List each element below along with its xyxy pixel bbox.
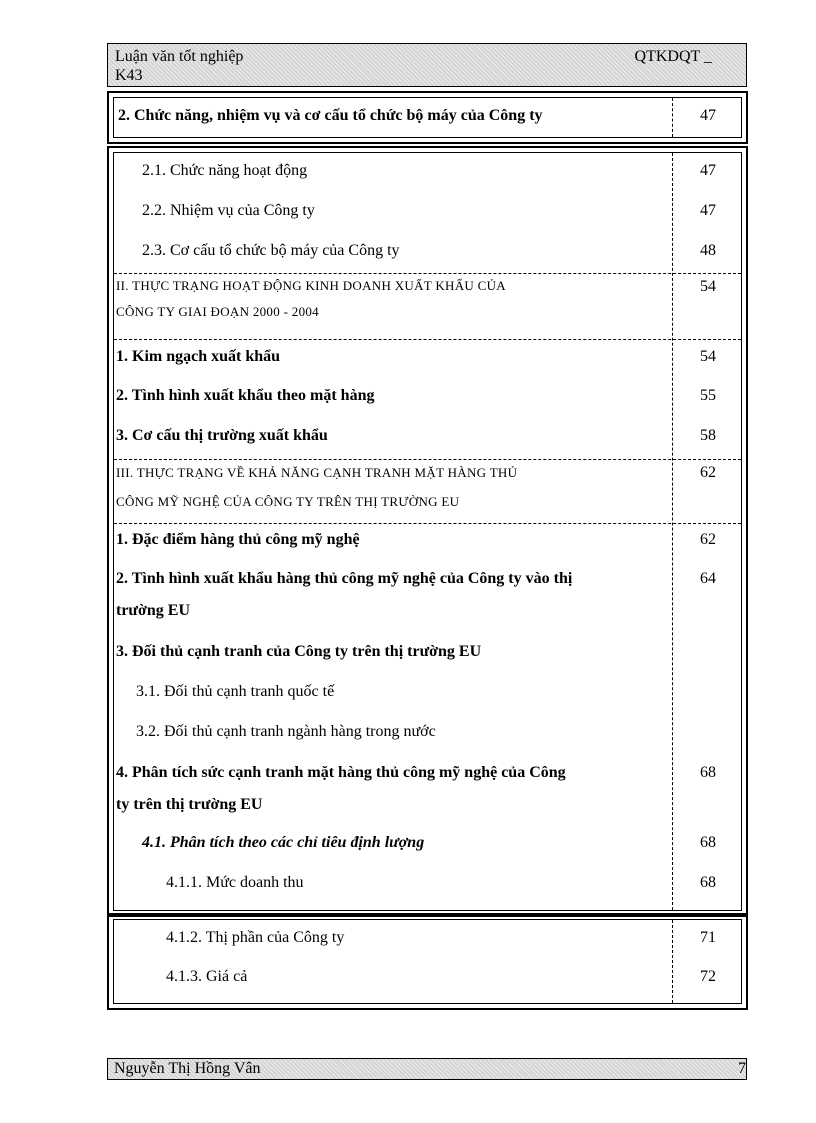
toc-entry-page: 71 (700, 929, 716, 946)
toc-entry-text: 2. Chức năng, nhiệm vụ và cơ cấu tổ chức bộ máy của Công ty (118, 107, 543, 124)
toc-entry-text: 3. Cơ cấu thị trường xuất khẩu (116, 427, 328, 444)
toc-entry-page: 58 (700, 427, 716, 444)
toc-row (114, 98, 741, 141)
page-header (107, 43, 747, 87)
toc-entry-page: 47 (700, 202, 716, 219)
toc-section-row (114, 273, 741, 340)
toc-section-line-1: II. THỰC TRẠNG HOẠT ĐỘNG KINH DOANH XUẤT KHẨU CỦA (116, 278, 506, 293)
toc-box-3-inner (113, 919, 742, 1004)
toc-entry-page: 47 (700, 107, 716, 124)
toc-row (114, 867, 741, 907)
toc-entry-page: 62 (700, 531, 716, 548)
course-code: QTKDQT _ (634, 48, 712, 65)
toc-entry-text: 2. Tình hình xuất khẩu theo mặt hàng (116, 387, 375, 404)
toc-row (114, 960, 741, 1000)
toc-entry-text: 1. Đặc điểm hàng thủ công mỹ nghệ (116, 531, 360, 548)
toc-box-3 (107, 913, 748, 1010)
toc-row (114, 675, 741, 715)
toc-entry-text: 3.2. Đối thủ cạnh tranh ngành hàng trong nước (136, 723, 436, 740)
toc-entry-line-2: ty trên thị trường EU (116, 796, 263, 813)
toc-box-1-inner (113, 97, 742, 138)
toc-box-1 (107, 91, 748, 144)
toc-entry-text: 2.2. Nhiệm vụ của Công ty (142, 202, 315, 219)
toc-entry-page: 48 (700, 242, 716, 259)
toc-entry-text: 4.1.3. Giá cả (166, 968, 248, 985)
toc-row (114, 827, 741, 867)
toc-entry-line-2: trường EU (116, 602, 191, 619)
toc-row (114, 755, 741, 827)
toc-row (114, 233, 741, 273)
toc-entry-page: 54 (700, 348, 716, 365)
toc-entry-text: 3.1. Đối thủ cạnh tranh quốc tế (136, 683, 335, 700)
toc-entry-text: 2.1. Chức năng hoạt động (142, 162, 308, 179)
toc-entry-page: 62 (700, 464, 716, 481)
toc-entry-page: 68 (700, 834, 716, 851)
toc-row (114, 153, 741, 193)
author-name: Nguyễn Thị Hồng Vân (114, 1060, 261, 1077)
toc-entry-text: 4.1.2. Thị phần của Công ty (166, 929, 345, 946)
page-footer (107, 1058, 747, 1080)
toc-row (114, 193, 741, 233)
toc-section-row (114, 459, 741, 524)
toc-row (114, 563, 741, 635)
class-code: K43 (115, 67, 143, 84)
toc-row (114, 523, 741, 564)
toc-row (114, 715, 741, 755)
toc-entry-text: 4.1. Phân tích theo các chỉ tiêu định lượng (142, 834, 425, 851)
toc-box-2-inner (113, 152, 742, 911)
toc-entry-text: 4.1.1. Mức doanh thu (166, 874, 304, 891)
toc-entry-page: 64 (700, 570, 716, 587)
toc-row (114, 379, 741, 419)
toc-row (114, 635, 741, 675)
toc-section-line-1: III. THỰC TRẠNG VỀ KHẢ NĂNG CẠNH TRANH MẶT HÀNG THỦ (116, 465, 518, 480)
thesis-title: Luận văn tốt nghiệp (115, 48, 244, 65)
toc-entry-text: 2.3. Cơ cấu tổ chức bộ máy của Công ty (142, 242, 400, 259)
toc-entry-page: 68 (700, 764, 716, 781)
toc-entry-page: 47 (700, 162, 716, 179)
toc-section-line-2: CÔNG MỸ NGHỆ CỦA CÔNG TY TRÊN THỊ TRƯỜNG EU (116, 494, 460, 509)
toc-entry-line-1: 2. Tình hình xuất khẩu hàng thủ công mỹ nghệ của Công ty vào thị (116, 570, 573, 587)
toc-row (114, 419, 741, 459)
toc-entry-page: 54 (700, 278, 716, 295)
toc-entry-page: 68 (700, 874, 716, 891)
toc-entry-page: 55 (700, 387, 716, 404)
toc-entry-text: 3. Đối thủ cạnh tranh của Công ty trên thị trường EU (116, 643, 482, 660)
toc-entry-line-1: 4. Phân tích sức cạnh tranh mặt hàng thủ công mỹ nghệ của Công (116, 764, 566, 781)
toc-box-2 (107, 146, 748, 917)
toc-row (114, 920, 741, 960)
toc-section-line-2: CÔNG TY GIAI ĐOẠN 2000 - 2004 (116, 304, 319, 319)
toc-entry-page: 72 (700, 968, 716, 985)
page-number: 7 (738, 1060, 746, 1077)
toc-entry-text: 1. Kim ngạch xuất khẩu (116, 348, 281, 365)
toc-row (114, 339, 741, 380)
